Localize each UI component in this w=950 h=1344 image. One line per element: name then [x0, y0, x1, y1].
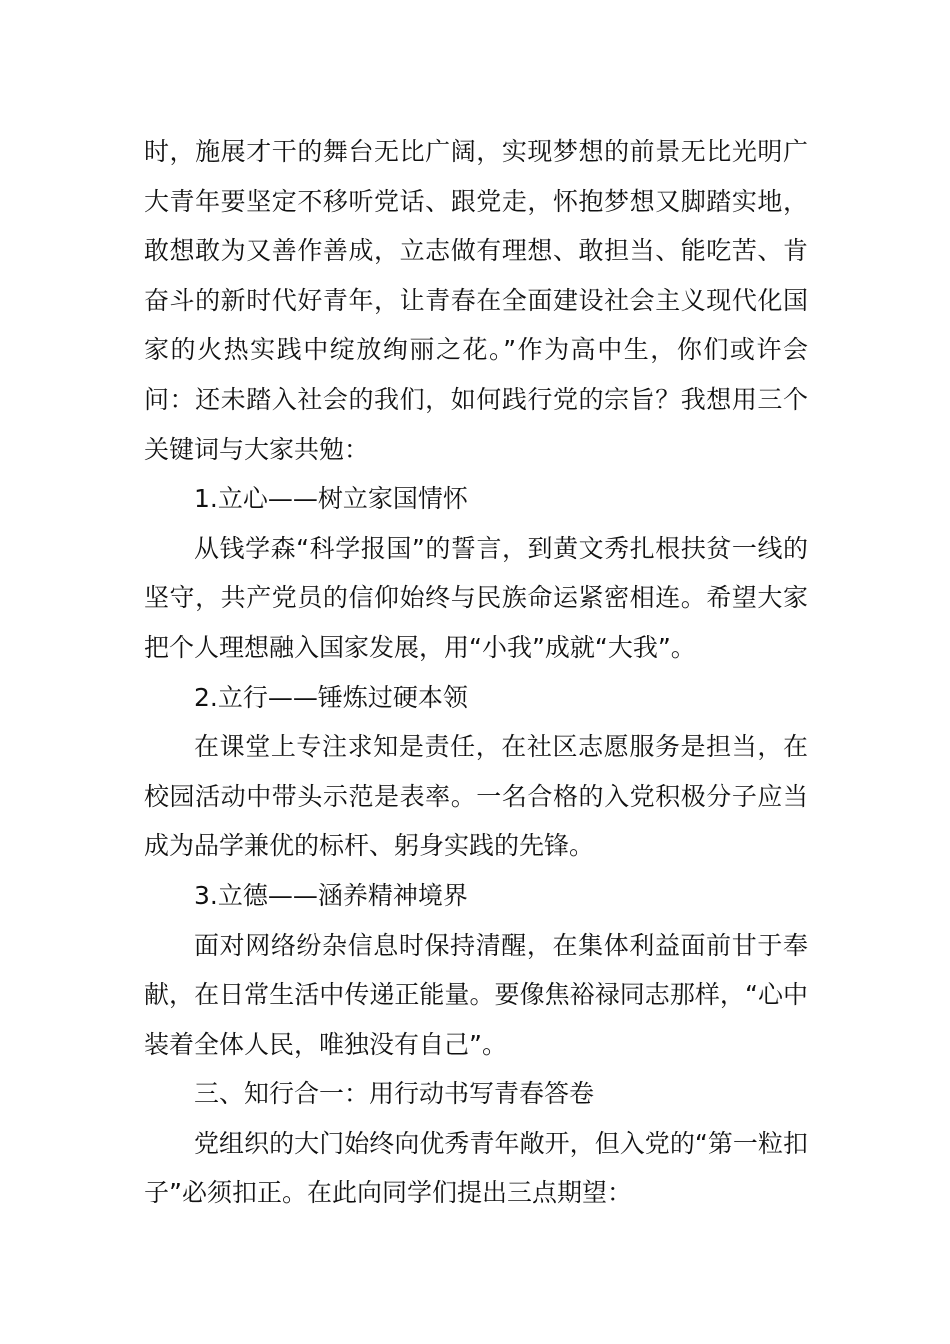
document-body: [144, 127, 808, 1218]
paragraph-lide: 面对网络纷杂信息时保持清醒，在集体利益面前甘于奉献，在日常生活中传递正能量。要像焦裕禄同志那样，“心中装着全体人民，唯独没有自己”。: [144, 930, 808, 1059]
subheading-lixing: 2.立行——锤炼过硬本领: [194, 682, 468, 712]
section-heading-3: 三、知行合一：用行动书写青春答卷: [194, 1079, 595, 1109]
paragraph-lixin: 从钱学森“科学报国”的誓言，到黄文秀扎根扶贫一线的坚守，共产党员的信仰始终与民族命运紧密相连。希望大家把个人理想融入国家发展，用“小我”成就“大我”。: [144, 533, 808, 662]
paragraph-continuation: 时，施展才干的舞台无比广阔，实现梦想的前景无比光明广大青年要坚定不移听党话、跟党走，怀抱梦想又脚踏实地，敢想敢为又善作善成，立志做有理想、敢担当、能吃苦、肯奋斗的新时代好青年，让青春在全面建设社会主义现代化国家的火热实践中绽放绚丽之花。”作为高中生，你们或许会问：还未踏入社会的我们，如何践行党的宗旨？我想用三个关键词与大家共勉：: [144, 137, 808, 464]
subheading-lixin: 1.立心——树立家国情怀: [194, 484, 468, 514]
paragraph-lixing: 在课堂上专注求知是责任，在社区志愿服务是担当，在校园活动中带头示范是表率。一名合格的入党积极分子应当成为品学兼优的标杆、躬身实践的先锋。: [144, 732, 808, 861]
paragraph-section-3: 党组织的大门始终向优秀青年敞开，但入党的“第一粒扣子”必须扣正。在此向同学们提出三点期望：: [144, 1128, 808, 1208]
subheading-lide: 3.立德——涵养精神境界: [194, 880, 468, 910]
